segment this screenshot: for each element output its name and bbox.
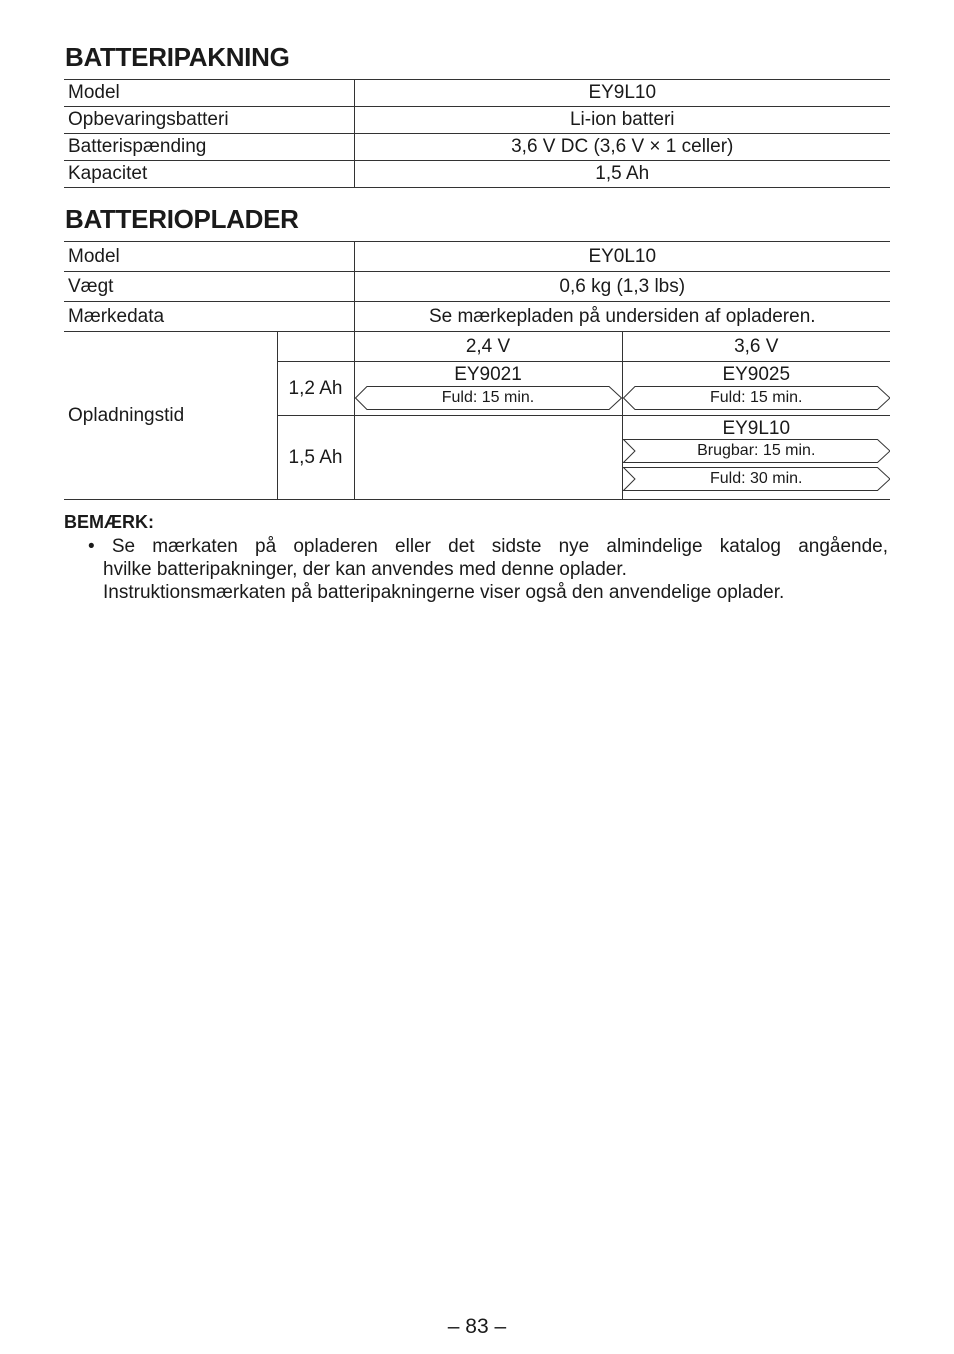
table-row: [64, 107, 890, 134]
note-line: hvilke batteripakninger, der kan anvendes med denne oplader.: [103, 559, 627, 580]
capacity-label: 1,5 Ah: [277, 416, 354, 500]
charge-time-text: Brugbar: 15 min.: [697, 442, 816, 459]
table-row: [64, 134, 890, 161]
spec-label: Model: [64, 242, 354, 272]
voltage-header: 2,4 V: [354, 332, 622, 362]
spec-label: Batterispænding: [64, 134, 354, 161]
bullet: •: [88, 536, 95, 557]
charge-time-text: Fuld: 30 min.: [710, 470, 803, 487]
spec-label: Model: [64, 80, 354, 107]
spec-value: EY9L10: [354, 80, 890, 107]
charge-cell: [622, 416, 890, 500]
note-body: [88, 535, 888, 604]
charge-time-tag: [355, 386, 622, 410]
spec-value: 0,6 kg (1,3 lbs): [354, 272, 890, 302]
battery-model: EY9025: [722, 364, 791, 385]
table-row: [64, 302, 890, 332]
battery-charger-spec-table: [64, 241, 890, 500]
charge-cell: [354, 362, 622, 416]
capacity-label: 1,2 Ah: [277, 362, 354, 416]
table-row: [64, 161, 890, 188]
spec-value: 3,6 V DC (3,6 V × 1 celler): [354, 134, 890, 161]
charge-time-text: Fuld: 15 min.: [710, 389, 803, 406]
empty-header-cell: [277, 332, 354, 362]
empty-charge-cell: [354, 416, 622, 500]
charge-cell: [622, 362, 890, 416]
full-time-tag: [623, 467, 891, 491]
spec-value: 1,5 Ah: [354, 161, 890, 188]
spec-label: Kapacitet: [64, 161, 354, 188]
charge-time-text: Fuld: 15 min.: [441, 389, 535, 406]
spec-value: Li-ion batteri: [354, 107, 890, 134]
table-row: [64, 80, 890, 107]
charge-time-tag: [623, 386, 891, 410]
spec-value: EY0L10: [354, 242, 890, 272]
table-row: [64, 332, 890, 362]
voltage-header: 3,6 V: [622, 332, 890, 362]
page-number: – 83 –: [447, 1315, 507, 1338]
battery-model: EY9L10: [722, 418, 791, 439]
battery-model: EY9021: [454, 364, 522, 385]
section-title-battery-charger: BATTERIOPLADER: [65, 204, 299, 234]
spec-value: Se mærkepladen på undersiden af opladeren.: [354, 302, 890, 332]
usable-time-tag: [623, 439, 891, 463]
note-line: Instruktionsmærkaten på batteripakningerne viser også den anvendelige oplader.: [103, 582, 785, 603]
note-line: [88, 535, 888, 558]
spec-label: Opbevaringsbatteri: [64, 107, 354, 134]
table-row: [64, 272, 890, 302]
section-title-battery-pack: BATTERIPAKNING: [65, 42, 290, 72]
battery-pack-spec-table: [64, 79, 890, 188]
table-row: [64, 242, 890, 272]
spec-label: Vægt: [64, 272, 354, 302]
note-title: BEMÆRK:: [64, 512, 154, 532]
spec-label: Mærkedata: [64, 302, 354, 332]
charging-time-label: Opladningstid: [64, 332, 277, 500]
note-text: Se mærkaten på opladeren eller det sidste nye almindelige katalog angående,: [111, 536, 889, 557]
